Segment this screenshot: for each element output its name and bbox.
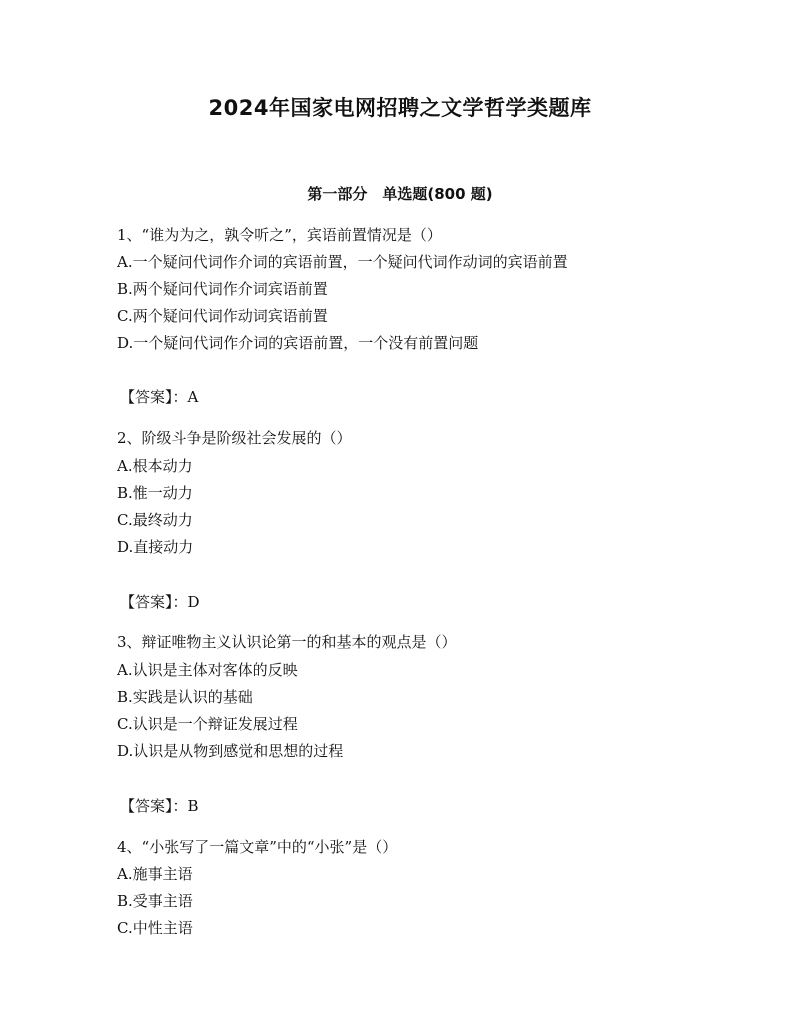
answer-value: A [187, 388, 199, 406]
question-option: B.受事主语 [117, 892, 193, 910]
question-option: A.施事主语 [117, 865, 193, 883]
answer-line [120, 796, 199, 816]
question-option: B.惟一动力 [117, 484, 193, 502]
question-option: A.根本动力 [117, 457, 193, 475]
question-option: B.两个疑问代词作介词宾语前置 [117, 280, 328, 298]
question-option: C.最终动力 [117, 511, 193, 529]
answer-label: 【答案】： [120, 593, 188, 611]
question-option: D.认识是从物到感觉和思想的过程 [117, 742, 344, 760]
answer-line [120, 592, 200, 612]
question-option: C.两个疑问代词作动词宾语前置 [117, 307, 328, 325]
question-option: A.一个疑问代词作介词的宾语前置，一个疑问代词作动词的宾语前置 [117, 253, 568, 271]
section-title: 第一部分 单选题(800 题) [307, 185, 493, 203]
page-title: 2024年国家电网招聘之文学哲学类题库 [208, 96, 592, 120]
question-stem: 1、“谁为为之，孰令听之”，宾语前置情况是（） [117, 226, 442, 244]
question-option: D.一个疑问代词作介词的宾语前置，一个没有前置问题 [117, 334, 479, 352]
question-option: C.认识是一个辩证发展过程 [117, 715, 298, 733]
answer-label: 【答案】： [120, 388, 188, 406]
question-stem: 3、辩证唯物主义认识论第一的和基本的观点是（） [117, 633, 457, 651]
question-option: A.认识是主体对客体的反映 [117, 661, 298, 679]
question-option: D.直接动力 [117, 538, 194, 556]
answer-value: D [187, 593, 200, 611]
question-option: C.中性主语 [117, 919, 193, 937]
answer-value: B [187, 797, 199, 815]
answer-line [120, 387, 198, 407]
question-stem: 2、阶级斗争是阶级社会发展的（） [117, 429, 352, 447]
answer-label: 【答案】： [120, 797, 188, 815]
question-stem: 4、“小张写了一篇文章”中的“小张”是（） [117, 838, 398, 856]
question-option: B.实践是认识的基础 [117, 688, 253, 706]
